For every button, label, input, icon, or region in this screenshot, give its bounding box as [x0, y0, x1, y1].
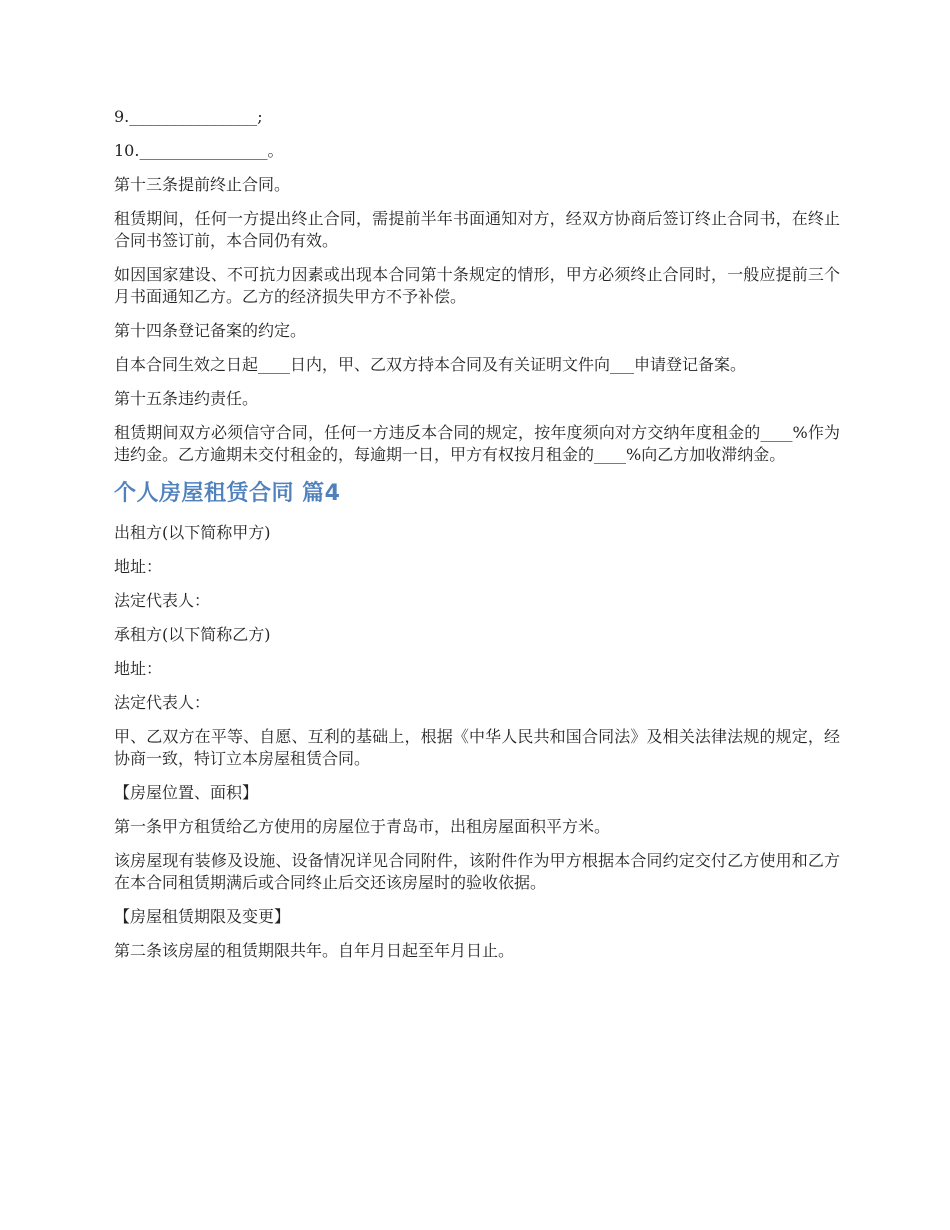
- lessee-address-label: 地址：: [114, 659, 163, 678]
- article-15-title: 第十五条违约责任。: [114, 389, 259, 408]
- lessor-label: 出租方(以下简称甲方): [114, 523, 271, 542]
- article-13-paragraph-2: 如因国家建设、不可抗力因素或出现本合同第十条规定的情形，甲方必须终止合同时，一般应提前三个月书面通知乙方。乙方的经济损失甲方不予补偿。: [114, 265, 840, 306]
- article-14-title: 第十四条登记备案的约定。: [114, 321, 307, 340]
- section-heading: 个人房屋租赁合同 篇4: [114, 481, 341, 506]
- fixtures-paragraph: 该房屋现有装修及设施、设备情况详见合同附件，该附件作为甲方根据本合同约定交付乙方使用和乙方在本合同租赁期满后或合同终止后交还该房屋时的验收依据。: [114, 851, 840, 892]
- article-13-title: 第十三条提前终止合同。: [114, 175, 291, 194]
- lessee-representative-label: 法定代表人：: [114, 693, 211, 712]
- article-15-paragraph: 租赁期间双方必须信守合同，任何一方违反本合同的规定，按年度须向对方交纳年度租金的____%作为违约金。乙方逾期未交付租金的，每逾期一日，甲方有权按月租金的____%向乙方加收滞纳金。: [114, 423, 840, 464]
- article-1-paragraph: 第一条甲方租赁给乙方使用的房屋位于青岛市，出租房屋面积平方米。: [114, 817, 611, 836]
- paragraph-item-10: 10.________________。: [114, 141, 284, 160]
- article-13-paragraph-1: 租赁期间，任何一方提出终止合同，需提前半年书面通知对方，经双方协商后签订终止合同书，在终止合同书签订前，本合同仍有效。: [114, 209, 840, 250]
- document-page: [114, 106, 840, 974]
- article-2-paragraph: 第二条该房屋的租赁期限共年。自年月日起至年月日止。: [114, 941, 515, 960]
- subheading-location-area: 【房屋位置、面积】: [114, 783, 259, 802]
- subheading-term-changes: 【房屋租赁期限及变更】: [114, 907, 291, 926]
- preamble-paragraph: 甲、乙双方在平等、自愿、互利的基础上，根据《中华人民共和国合同法》及相关法律法规的规定，经协商一致，特订立本房屋租赁合同。: [114, 727, 840, 768]
- lessor-address-label: 地址：: [114, 557, 163, 576]
- article-14-paragraph: 自本合同生效之日起____日内，甲、乙双方持本合同及有关证明文件向___申请登记备案。: [114, 355, 747, 374]
- lessor-representative-label: 法定代表人：: [114, 591, 211, 610]
- paragraph-item-9: 9.________________;: [114, 107, 263, 126]
- lessee-label: 承租方(以下简称乙方): [114, 625, 271, 644]
